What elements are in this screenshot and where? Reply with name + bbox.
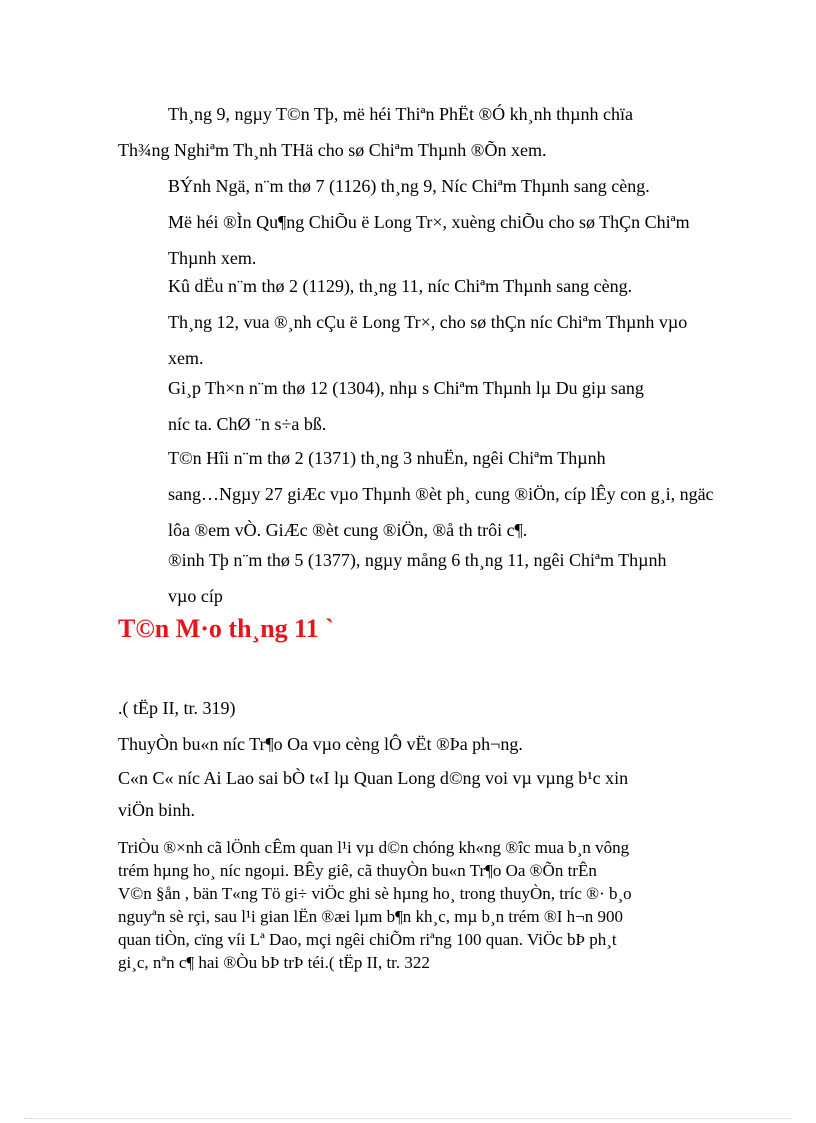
- paragraph-line: BÝnh Ngä, n¨m thø 7 (1126) th¸ng 9, Níc Chiªm Thµnh sang cèng.: [168, 176, 650, 196]
- paragraph-1: [118, 96, 698, 168]
- entry-3: [118, 836, 698, 974]
- paragraph-line: xem.: [168, 348, 204, 368]
- section-heading: T©n M·o th¸ng 11 `: [118, 614, 334, 643]
- paragraph-line: Më héi ®Ìn Qu¶ng ChiÕu ë Long Tr×, xuèng chiÕu cho sø ThÇn Chiªm: [168, 212, 690, 232]
- paragraph-line: ®inh Tþ n¨m thø 5 (1377), ngµy mång 6 th¸ng 11, ngêi Chiªm Thµnh: [168, 550, 667, 570]
- paragraph-line: nguyªn sè rçi, sau l¹i gian lËn ®æi lµm b¶n kh¸c, mµ b¸n trém ®I h¬n 900: [118, 907, 623, 926]
- paragraph-line: C«n C« níc Ai Lao sai bÒ t«I lµ Quan Long d©ng voi vµ vµng b¹c xin: [118, 768, 629, 788]
- entry-2: [118, 762, 698, 826]
- paragraph-6: [118, 542, 698, 614]
- paragraph-line: lôa ®em vÒ. GiÆc ®èt cung ®iÖn, ®å th trôi c¶.: [168, 520, 528, 540]
- paragraph-line: V©n §ån , bän T«ng Tö gi÷ viÖc ghi sè hµng ho¸ trong thuyÒn, tríc ®· b¸o: [118, 884, 632, 903]
- paragraph-4: [118, 370, 698, 442]
- paragraph-line: Th¾ng Nghiªm Th¸nh THä cho sø Chiªm Thµnh ®Õn xem.: [118, 140, 547, 160]
- paragraph-line: Kû dËu n¨m thø 2 (1129), th¸ng 11, níc Chiªm Thµnh sang cèng.: [168, 276, 633, 296]
- paragraph-line: T©n Hîi n¨m thø 2 (1371) th¸ng 3 nhuËn, ngêi Chiªm Thµnh: [168, 448, 606, 468]
- paragraph-line: quan tiÒn, cïng víi Lª Dao, mçi ngêi chiÕm riªng 100 quan. ViÖc bÞ ph¸t: [118, 930, 617, 949]
- paragraph-line: Thµnh xem.: [168, 248, 257, 268]
- paragraph-line: sang…Ngµy 27 giÆc vµo Thµnh ®èt ph¸ cung ®iÖn, cíp lÊy con g¸i, ngäc: [168, 484, 714, 504]
- page-bottom-border: [24, 1118, 792, 1119]
- paragraph-line: Gi¸p Th×n n¨m thø 12 (1304), nhµ s Chiªm Thµnh lµ Du giµ sang: [168, 378, 644, 398]
- citation: .( tËp II, tr. 319): [118, 698, 236, 718]
- paragraph-line: TriÒu ®×nh cã lÖnh cÊm quan l¹i vµ d©n chóng kh«ng ®îc mua b¸n vông: [118, 838, 630, 857]
- paragraph-line: gi¸c, nªn c¶ hai ®Òu bÞ trÞ téi.( tËp II, tr. 322: [118, 953, 430, 972]
- paragraph-3: [118, 268, 698, 376]
- entry-1: ThuyÒn bu«n níc Tr¶o Oa vµo cèng lÔ vËt ®Þa ph¬ng.: [118, 734, 523, 754]
- paragraph-2: [118, 168, 698, 276]
- paragraph-line: trém hµng ho¸ níc ngoµi. BÊy giê, cã thuyÒn bu«n Tr¶o Oa ®Õn trÊn: [118, 861, 597, 880]
- paragraph-line: Th¸ng 12, vua ®¸nh cÇu ë Long Tr×, cho sø thÇn níc Chiªm Thµnh vµo: [168, 312, 688, 332]
- paragraph-line: níc ta. ChØ ¨n s÷a bß.: [168, 414, 327, 434]
- paragraph-line: vµo cíp: [168, 586, 223, 606]
- paragraph-line: Th¸ng 9, ngµy T©n Tþ, më héi Thiªn PhËt ®Ó kh¸nh thµnh chïa: [168, 104, 634, 124]
- paragraph-5: [118, 440, 714, 548]
- paragraph-line: viÖn binh.: [118, 800, 196, 820]
